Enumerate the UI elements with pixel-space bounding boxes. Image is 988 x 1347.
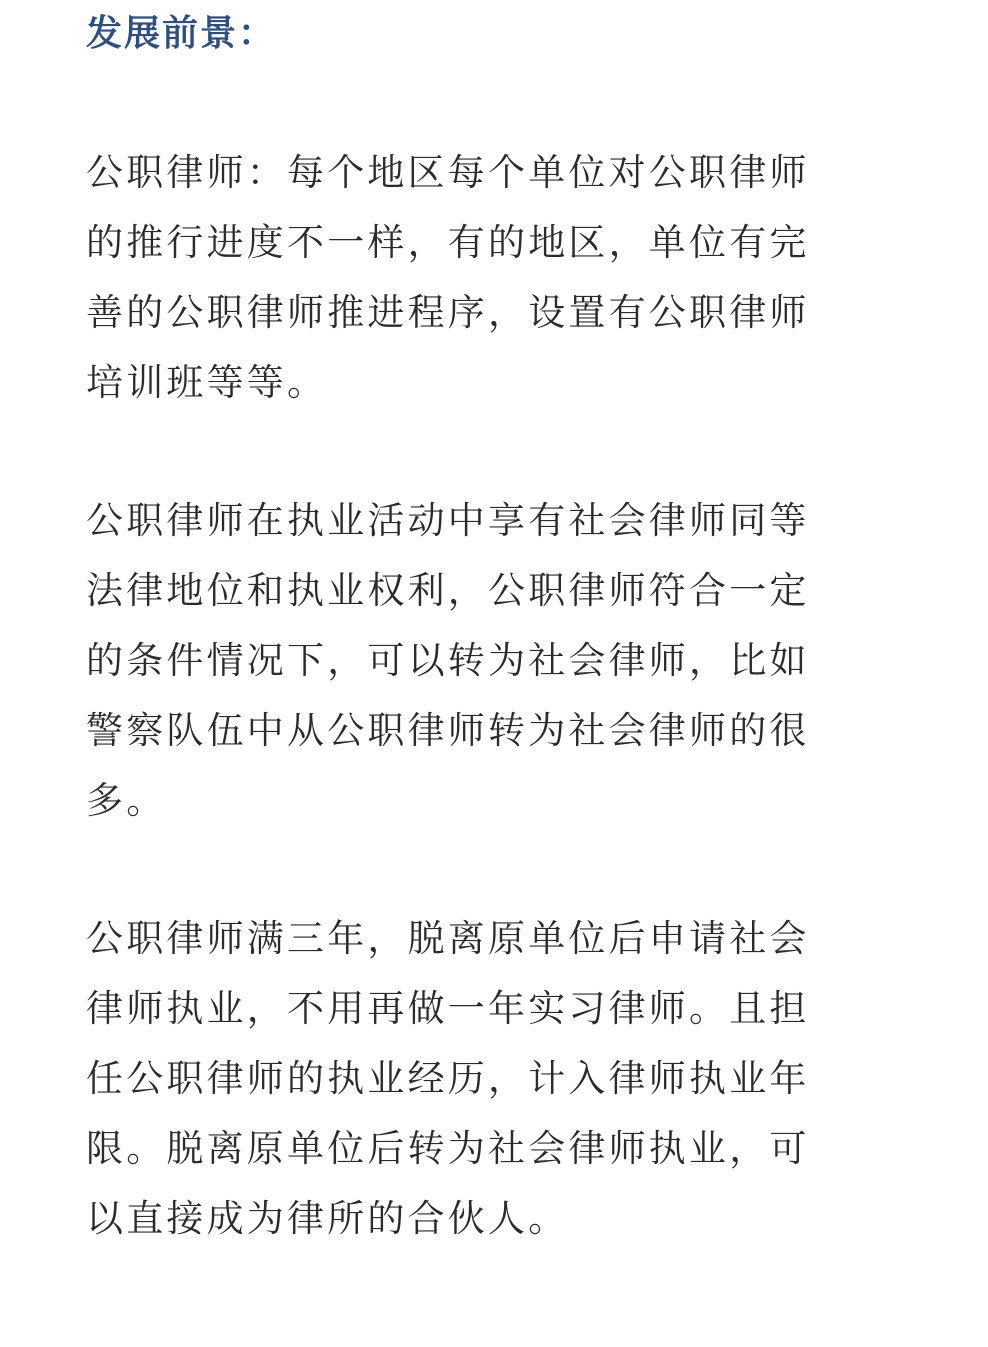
- text-line: 公职律师：每个地区每个单位对公职律师: [86, 151, 810, 194]
- text-line: 法律地位和执业权利，公职律师符合一定: [86, 569, 810, 612]
- text-line: 限。脱离原单位后转为社会律师执业，可: [86, 1127, 810, 1170]
- text-line: 公职律师在执业活动中享有社会律师同等: [86, 499, 810, 542]
- paragraph-3: [86, 904, 810, 1254]
- text-line: 以直接成为律所的合伙人。: [86, 1197, 569, 1240]
- section-heading: 发展前景：: [86, 13, 277, 54]
- text-line: 的条件情况下，可以转为社会律师，比如: [86, 639, 810, 682]
- text-line: 的推行进度不一样，有的地区，单位有完: [86, 221, 810, 264]
- text-line: 律师执业，不用再做一年实习律师。且担: [86, 987, 810, 1030]
- paragraph-2: [86, 486, 810, 836]
- text-line: 培训班等等。: [86, 361, 328, 404]
- paragraph-1: [86, 138, 810, 418]
- text-line: 善的公职律师推进程序，设置有公职律师: [86, 291, 810, 334]
- text-line: 公职律师满三年，脱离原单位后申请社会: [86, 917, 810, 960]
- text-line: 警察队伍中从公职律师转为社会律师的很: [86, 709, 810, 752]
- text-line: 任公职律师的执业经历，计入律师执业年: [86, 1057, 810, 1100]
- text-line: 多。: [86, 779, 167, 822]
